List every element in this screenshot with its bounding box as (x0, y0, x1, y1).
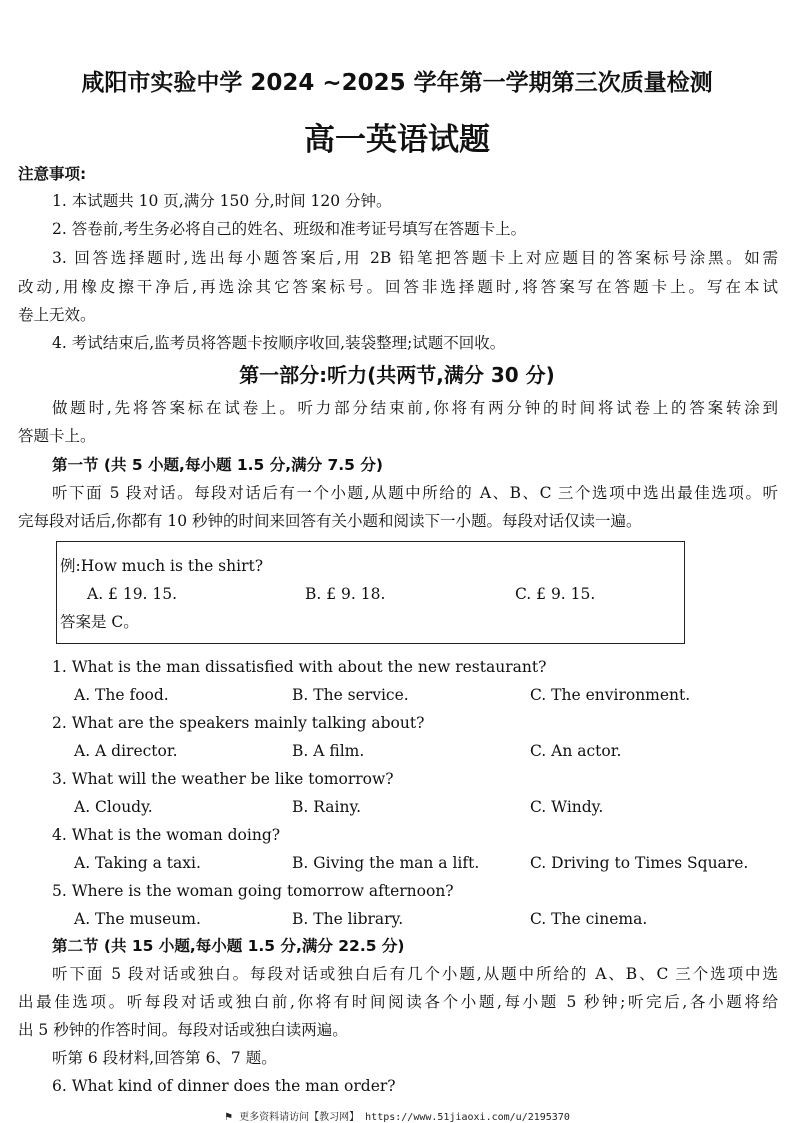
footer (0, 1108, 794, 1123)
question-5: 5. Where is the woman going tomorrow afternoon? (52, 882, 454, 900)
question-4: 4. What is the woman doing? (52, 826, 281, 844)
notes-heading: 注意事项: (18, 165, 87, 183)
part1-intro-line-1: 做题时,先将答案标在试卷上。听力部分结束前,你将有两分钟的时间将试卷上的答案转涂到 (52, 399, 778, 417)
question-6: 6. What kind of dinner does the man order? (52, 1077, 396, 1095)
question-5-option-a: A. The museum. (74, 910, 201, 928)
question-3: 3. What will the weather be like tomorrow? (52, 770, 394, 788)
question-4-option-c: C. Driving to Times Square. (530, 854, 749, 872)
example-answer: 答案是 C。 (60, 613, 139, 631)
question-3-option-a: A. Cloudy. (74, 798, 153, 816)
flag-icon: ⚑ (224, 1112, 234, 1123)
notes-item-3-line-3: 卷上无效。 (18, 306, 96, 324)
question-4-option-a: A. Taking a taxi. (74, 854, 201, 872)
example-option-a: A. £ 19. 15. (87, 585, 178, 603)
question-2: 2. What are the speakers mainly talking about? (52, 714, 425, 732)
question-1: 1. What is the man dissatisfied with about the new restaurant? (52, 658, 547, 676)
question-5-option-c: C. The cinema. (530, 910, 648, 928)
question-2-option-c: C. An actor. (530, 742, 622, 760)
section2-material: 听第 6 段材料,回答第 6、7 题。 (52, 1049, 277, 1067)
part1-heading: 第一部分:听力(共两节,满分 30 分) (239, 363, 555, 387)
question-1-option-b: B. The service. (292, 686, 409, 704)
example-option-b: B. £ 9. 18. (305, 585, 386, 603)
question-3-option-c: C. Windy. (530, 798, 604, 816)
notes-item-3-line-1: 3. 回答选择题时,选出每小题答案后,用 2B 铅笔把答题卡上对应题目的答案标号涂黑。如需 (52, 249, 778, 267)
footer-link-text[interactable]: 更多资料请访问【教习网】 https://www.51jiaoxi.com/u/2195370 (239, 1112, 570, 1123)
section1-heading: 第一节 (共 5 小题,每小题 1.5 分,满分 7.5 分) (52, 456, 383, 474)
notes-item-4: 4. 考试结束后,监考员将答题卡按顺序收回,装袋整理;试题不回收。 (52, 334, 506, 352)
question-4-option-b: B. Giving the man a lift. (292, 854, 480, 872)
section2-intro-line-2: 出最佳选项。听每段对话或独白前,你将有时间阅读各个小题,每小题 5 秒钟;听完后,各小题将给 (18, 993, 778, 1011)
section2-heading: 第二节 (共 15 小题,每小题 1.5 分,满分 22.5 分) (52, 937, 405, 955)
question-5-option-b: B. The library. (292, 910, 404, 928)
section1-intro-line-1: 听下面 5 段对话。每段对话后有一个小题,从题中所给的 A、B、C 三个选项中选出最佳选项。听 (52, 484, 778, 502)
question-1-option-a: A. The food. (74, 686, 169, 704)
example-option-c: C. £ 9. 15. (515, 585, 596, 603)
question-3-option-b: B. Rainy. (292, 798, 362, 816)
question-1-option-c: C. The environment. (530, 686, 691, 704)
example-question: 例:How much is the shirt? (60, 557, 264, 575)
question-2-option-a: A. A director. (74, 742, 178, 760)
notes-item-3-line-2: 改动,用橡皮擦干净后,再选涂其它答案标号。回答非选择题时,将答案写在答题卡上。写在本试 (18, 278, 778, 296)
notes-item-1: 1. 本试题共 10 页,满分 150 分,时间 120 分钟。 (52, 192, 392, 210)
section2-intro-line-1: 听下面 5 段对话或独白。每段对话或独白后有几个小题,从题中所给的 A、B、C 三个选项中选 (52, 965, 778, 983)
part1-intro-line-2: 答题卡上。 (18, 427, 96, 445)
notes-item-2: 2. 答卷前,考生务必将自己的姓名、班级和准考证号填写在答题卡上。 (52, 220, 527, 238)
subject-title: 高一英语试题 (304, 122, 490, 158)
question-2-option-b: B. A film. (292, 742, 365, 760)
section1-intro-line-2: 完每段对话后,你都有 10 秒钟的时间来回答有关小题和阅读下一小题。每段对话仅读一遍。 (18, 512, 642, 530)
section2-intro-line-3: 出 5 秒钟的作答时间。每段对话或独白读两遍。 (18, 1021, 348, 1039)
exam-title: 咸阳市实验中学 2024 ~2025 学年第一学期第三次质量检测 (81, 70, 713, 96)
